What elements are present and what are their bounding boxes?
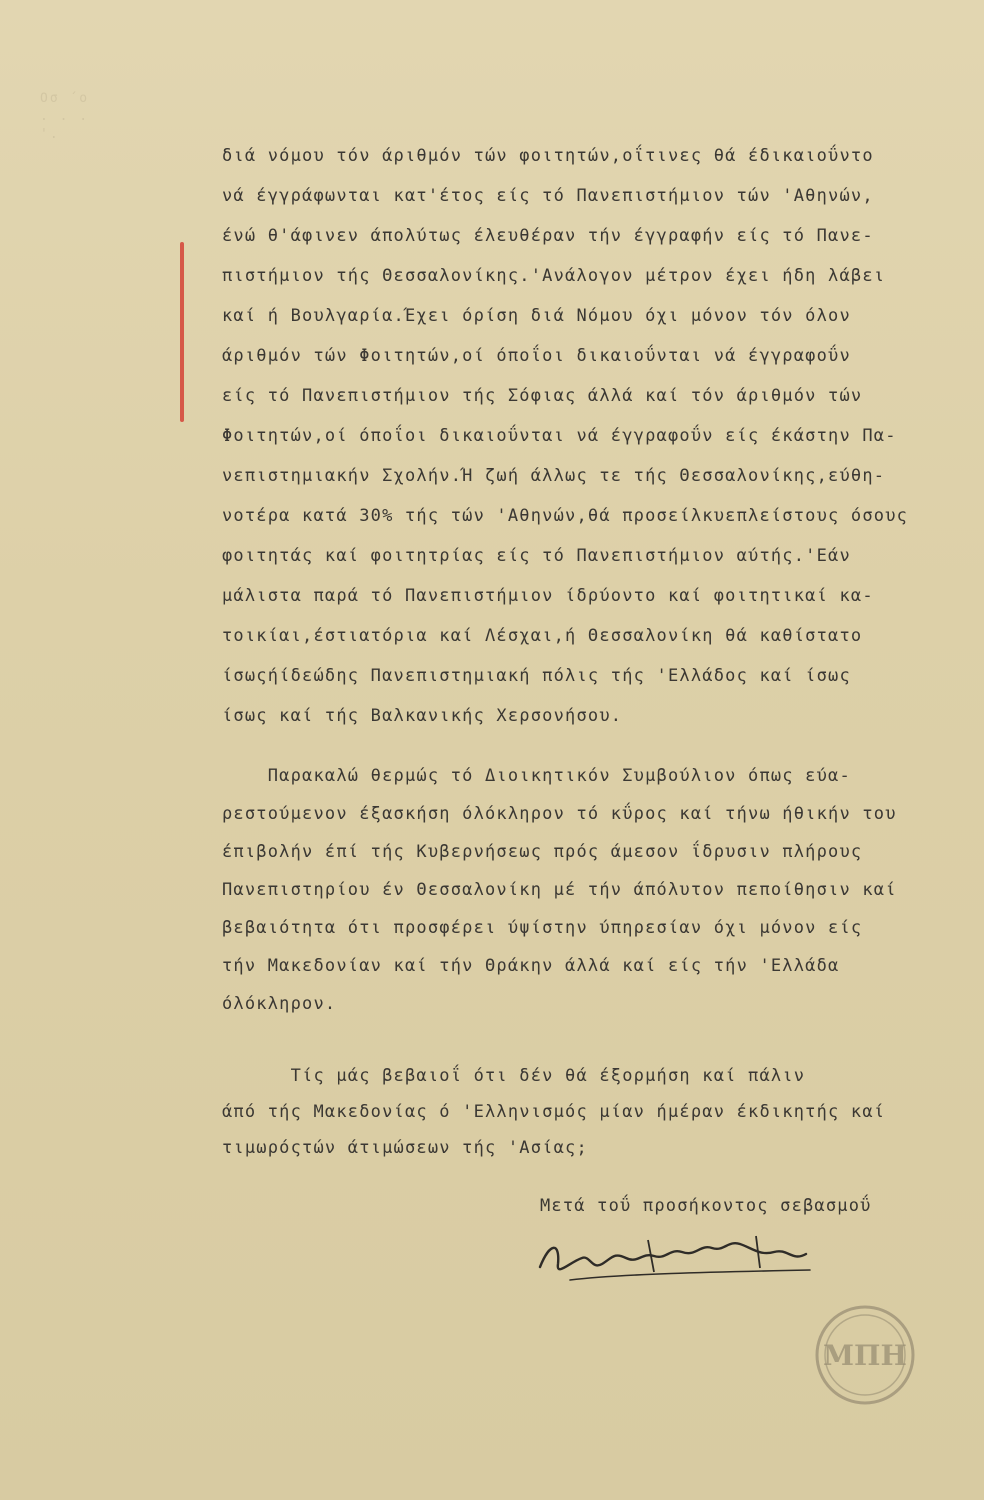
bleed-through-text <box>40 90 160 160</box>
text-line: βεβαιότητα ότι προσφέρει ύψίστην ύπηρεσίαν όχι μόνον είς <box>222 918 863 938</box>
text-line: Παρακαλώ θερμώς τό Διοικητικόν Συμβούλιον όπως εύα- <box>222 766 851 786</box>
archive-stamp-logo <box>810 1300 920 1410</box>
text-line: Φοιτητών,οί όποΐοι δικαιοΰνται νά έγγραφοΰν είς έκάστην Πα- <box>222 426 897 446</box>
text-line: έπιβολήν έπί τής Κυβερνήσεως πρός άμεσον ΐδρυσιν πλήρους <box>222 842 863 862</box>
text-line: πιστήμιον τής Θεσσαλονίκης.'Ανάλογον μέτρον έχει ήδη λάβει <box>222 266 886 286</box>
bleed-line: Οσ ΄ο <box>40 91 90 106</box>
bleed-line: '. <box>40 127 60 142</box>
text-line: διά νόμου τόν άριθμόν τών φοιτητών,οΐτινες θά έδικαιοΰντο <box>222 146 874 166</box>
text-line: ένώ θ'άφινεν άπολύτως έλευθέραν τήν έγγραφήν είς τό Πανε- <box>222 226 874 246</box>
text-line: άπό τής Μακεδονίας ό 'Ελληνισμός μίαν ήμέραν έκδικητής καί <box>222 1102 886 1122</box>
text-line: ίσως καί τής Βαλκανικής Χερσονήσου. <box>222 706 623 726</box>
text-line: φοιτητάς καί φοιτητρίας είς τό Πανεπιστήμιον αύτής.'Εάν <box>222 546 851 566</box>
text-line: όλόκληρον. <box>222 994 337 1014</box>
text-line: ρεστούμενον έξασκήση όλόκληρον τό κΰρος καί τήνω ήθικήν του <box>222 804 897 824</box>
text-line: τοικίαι,έστιατόρια καί Λέσχαι,ή Θεσσαλονίκη θά καθίστατο <box>222 626 863 646</box>
text-line: τήν Μακεδονίαν καί τήν Θράκην άλλά καί είς τήν 'Ελλάδα <box>222 956 840 976</box>
text-line: ίσωςήίδεώδης Πανεπιστημιακή πόλις τής 'Ελλάδος καί ίσως <box>222 666 851 686</box>
text-line: καί ή Βουλγαρία.Έχει όρίση διά Νόμου όχι μόνον τόν όλον <box>222 306 851 326</box>
text-line: νά έγγράφωνται κατ'έτος είς τό Πανεπιστήμιον τών 'Αθηνών, <box>222 186 874 206</box>
text-line: Πανεπιστηρίου έν Θεσσαλονίκη μέ τήν άπόλυτον πεποίθησιν καί <box>222 880 897 900</box>
body-paragraph-2 <box>222 766 962 1046</box>
text-line: μάλιστα παρά τό Πανεπιστήμιον ίδρύοντο καί φοιτητικαί κα- <box>222 586 874 606</box>
text-line: Τίς μάς βεβαιοΐ ότι δέν θά έξορμήση καί πάλιν <box>222 1066 806 1086</box>
red-pencil-margin-mark <box>180 242 184 422</box>
text-line: νοτέρα κατά 30% τής τών 'Αθηνών,θά προσείλκυεπλείστους όσους <box>222 506 909 526</box>
body-paragraph-1 <box>222 146 962 766</box>
bleed-line: . . . <box>40 109 90 124</box>
closing-salutation: Μετά τοΰ προσήκοντος σεβασμοΰ <box>540 1196 872 1216</box>
handwritten-signature <box>530 1222 830 1292</box>
text-line: άριθμόν τών Φοιτητών,οί όποΐοι δικαιοΰνται νά έγγραφοΰν <box>222 346 851 366</box>
text-line: είς τό Πανεπιστήμιον τής Σόφιας άλλά καί τόν άριθμόν τών <box>222 386 863 406</box>
body-paragraph-3 <box>222 1066 962 1176</box>
text-line: τιμωρόςτών άτιμώσεων τής 'Ασίας; <box>222 1138 588 1158</box>
stamp-text: ΜΠΗ <box>823 1339 907 1372</box>
text-line: νεπιστημιακήν Σχολήν.Ή ζωή άλλως τε τής Θεσσαλονίκης,εύθη- <box>222 466 886 486</box>
